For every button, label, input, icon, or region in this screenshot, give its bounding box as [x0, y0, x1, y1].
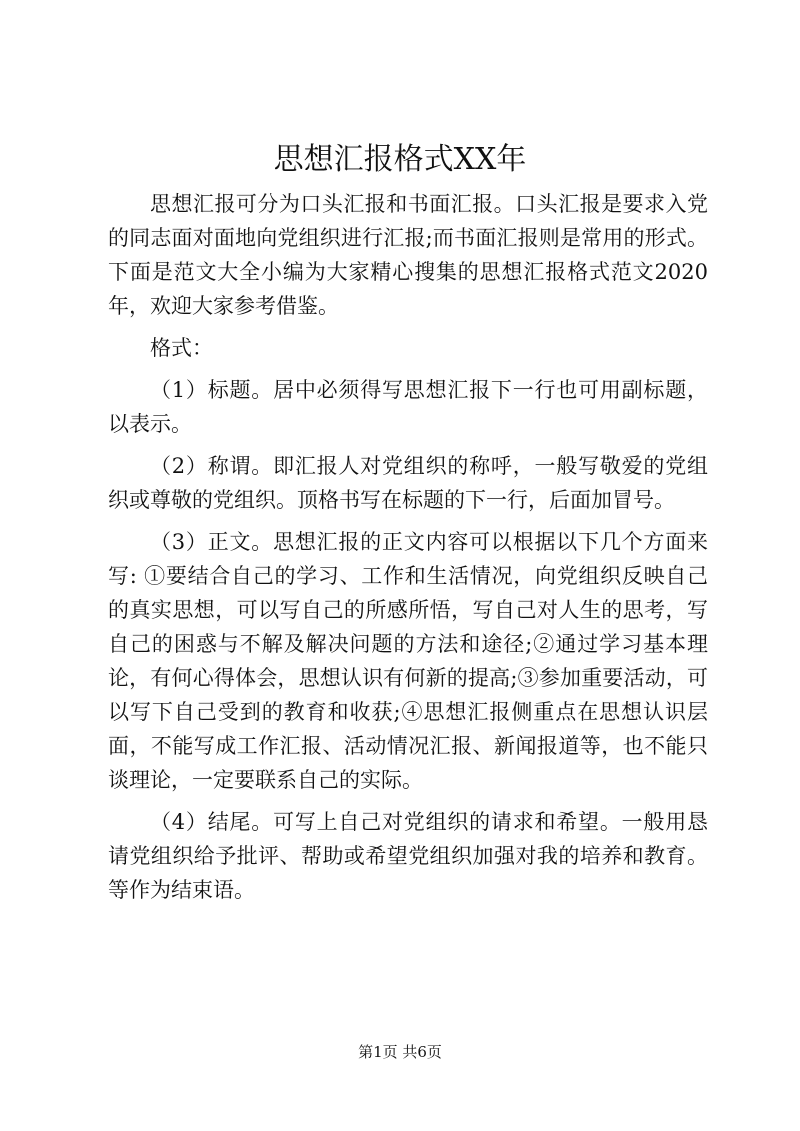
paragraph-body-rule: （3）正文。思想汇报的正文内容可以根据以下几个方面来写: ①要结合自己的学习、工作和生活情况，向党组织反映自己的真实思想，可以写自己的所感所悟，写自己对人生的思考，写自己的困惑与不解及解决问题的方法和途径;②通过学习基本理论，有何心得体会，思想认识有何新的提高;③参加重要活动，可以写下自己受到的教育和收获;④思想汇报侧重点在思想认识层面，不能写成工作汇报、活动情况汇报、新闻报道等，也不能只谈理论，一定要联系自己的实际。: [108, 530, 708, 792]
paragraph-intro: 思想汇报可分为口头汇报和书面汇报。口头汇报是要求入党的同志面对面地向党组织进行汇报;而书面汇报则是常用的形式。下面是范文大全小编为大家精心搜集的思想汇报格式范文2020年，欢迎大家参考借鉴。: [108, 192, 708, 318]
document-title: 思想汇报格式XX年: [273, 142, 527, 177]
page-number-footer: 第1页 共6页: [358, 1043, 442, 1061]
paragraph-format-heading: 格式：: [150, 336, 213, 360]
paragraph-title-rule: （1）标题。居中必须得写思想汇报下一行也可用副标题，以表示。: [108, 378, 708, 436]
paragraph-salutation-rule: （2）称谓。即汇报人对党组织的称呼，一般写敬爱的党组织或尊敬的党组织。顶格书写在标题的下一行，后面加冒号。: [108, 454, 708, 512]
document-body: [108, 187, 708, 915]
paragraph-ending-rule: （4）结尾。可写上自己对党组织的请求和希望。一般用恳请党组织给予批评、帮助或希望党组织加强对我的培养和教育。等作为结束语。: [108, 810, 708, 902]
